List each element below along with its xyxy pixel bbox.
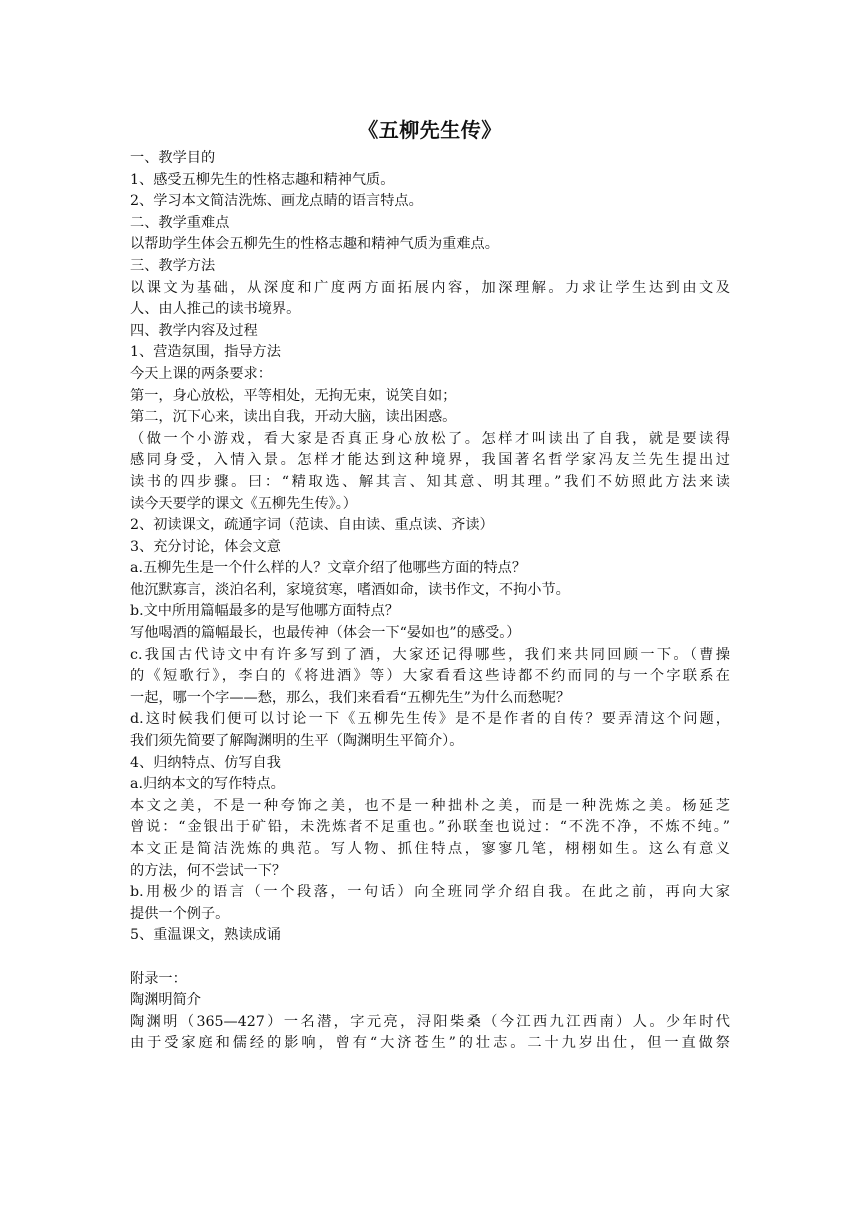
text-line: 陶渊明（365—427）一名潜，字元亮，浔阳柴桑（今江西九江西南）人。少年时代 <box>130 1013 730 1030</box>
text-line: d.这时候我们便可以讨论一下《五柳先生传》是不是作者的自传？要弄清这个问题， <box>130 711 730 728</box>
text-line: a.五柳先生是一个什么样的人？文章介绍了他哪些方面的特点？ <box>130 560 527 577</box>
blank-line <box>130 947 730 969</box>
text-line: c.我国古代诗文中有许多写到了酒，大家还记得哪些，我们来共同回顾一下。（曹操 <box>130 646 730 663</box>
text-line: 写他喝酒的篇幅最长，也最传神（体会一下“晏如也”的感受。） <box>130 625 521 642</box>
text-line: 3、充分讨论，体会文意 <box>130 538 281 555</box>
text-line: 读今天要学的课文《五柳先生传》。） <box>130 495 357 512</box>
text-line: a.归纳本文的写作特点。 <box>130 776 285 793</box>
text-line: 陶渊明简介 <box>130 992 201 1009</box>
text-line: 感同身受，入情入景。怎样才能达到这种境界，我国著名哲学家冯友兰先生提出过 <box>130 452 730 469</box>
document-body <box>130 148 730 1055</box>
text-line: 的方法，何不尝试一下？ <box>130 862 287 879</box>
text-line: 以课文为基础，从深度和广度两方面拓展内容，加深理解。力求让学生达到由文及 <box>130 279 730 296</box>
text-line: b.用极少的语言（一个段落，一句话）向全班同学介绍自我。在此之前，再向大家 <box>130 884 730 901</box>
text-line: 曾说：“金银出于矿铅，未洗炼者不足重也。”孙联奎也说过：“不洗不净，不炼不纯。” <box>130 819 730 836</box>
text-line: 的《短歌行》，李白的《将进酒》等）大家看看这些诗都不约而同的与一个字联系在 <box>130 668 730 685</box>
text-line: 一起，哪一个字——愁，那么，我们来看看“五柳先生”为什么而愁呢？ <box>130 689 571 706</box>
text-line: 本文正是简洁洗炼的典范。写人物、抓住特点，寥寥几笔，栩栩如生。这么有意义 <box>130 841 730 857</box>
text-line: 第一，身心放松，平等相处，无拘无束，说笑自如； <box>130 387 457 404</box>
text-line: （做一个小游戏，看大家是否真正身心放松了。怎样才叫读出了自我，就是要读得 <box>130 430 730 447</box>
text-line: 由于受家庭和儒经的影响，曾有“大济苍生”的壮志。二十九岁出仕，但一直做祭 <box>130 1035 730 1052</box>
text-line: 一、教学目的 <box>130 150 216 166</box>
text-line: 5、重温课文，熟读成诵 <box>130 927 281 944</box>
text-line: 四、教学内容及过程 <box>130 322 258 339</box>
text-line: 附录一： <box>130 970 187 987</box>
text-line: 1、感受五柳先生的性格志趣和精神气质。 <box>130 171 395 188</box>
text-line: 2、初读课文，疏通字词（范读、自由读、重点读、齐读） <box>130 517 494 534</box>
text-line: b.文中所用篇幅最多的是写他哪方面特点？ <box>130 603 399 620</box>
text-line: 我们须先简要了解陶渊明的生平（陶渊明生平简介）。 <box>130 733 464 750</box>
text-line: 今天上课的两条要求： <box>130 365 272 382</box>
text-line: 第二，沉下心来，读出自我，开动大脑，读出困惑。 <box>130 409 457 426</box>
text-line: 以帮助学生体会五柳先生的性格志趣和精神气质为重难点。 <box>130 236 499 253</box>
text-line: 4、归纳特点、仿写自我 <box>130 754 281 771</box>
document-page <box>130 112 730 1055</box>
document-title: 《五柳先生传》 <box>358 118 502 142</box>
text-line: 他沉默寡言，淡泊名利，家境贫寒，嗜酒如命，读书作文，不拘小节。 <box>130 581 570 598</box>
text-line: 提供一个例子。 <box>130 905 230 922</box>
text-line: 读书的四步骤。曰：“精取选、解其言、知其意、明其理。”我们不妨照此方法来读 <box>130 473 730 490</box>
text-line: 人、由人推己的读书境界。 <box>130 301 301 318</box>
text-line: 本文之美，不是一种夸饰之美，也不是一种拙朴之美，而是一种洗炼之美。杨延芝 <box>130 797 730 814</box>
text-line: 2、学习本文简洁洗炼、画龙点睛的语言特点。 <box>130 193 423 210</box>
text-line: 三、教学方法 <box>130 257 216 274</box>
text-line: 二、教学重难点 <box>130 214 230 231</box>
text-line: 1、营造氛围，指导方法 <box>130 344 281 361</box>
